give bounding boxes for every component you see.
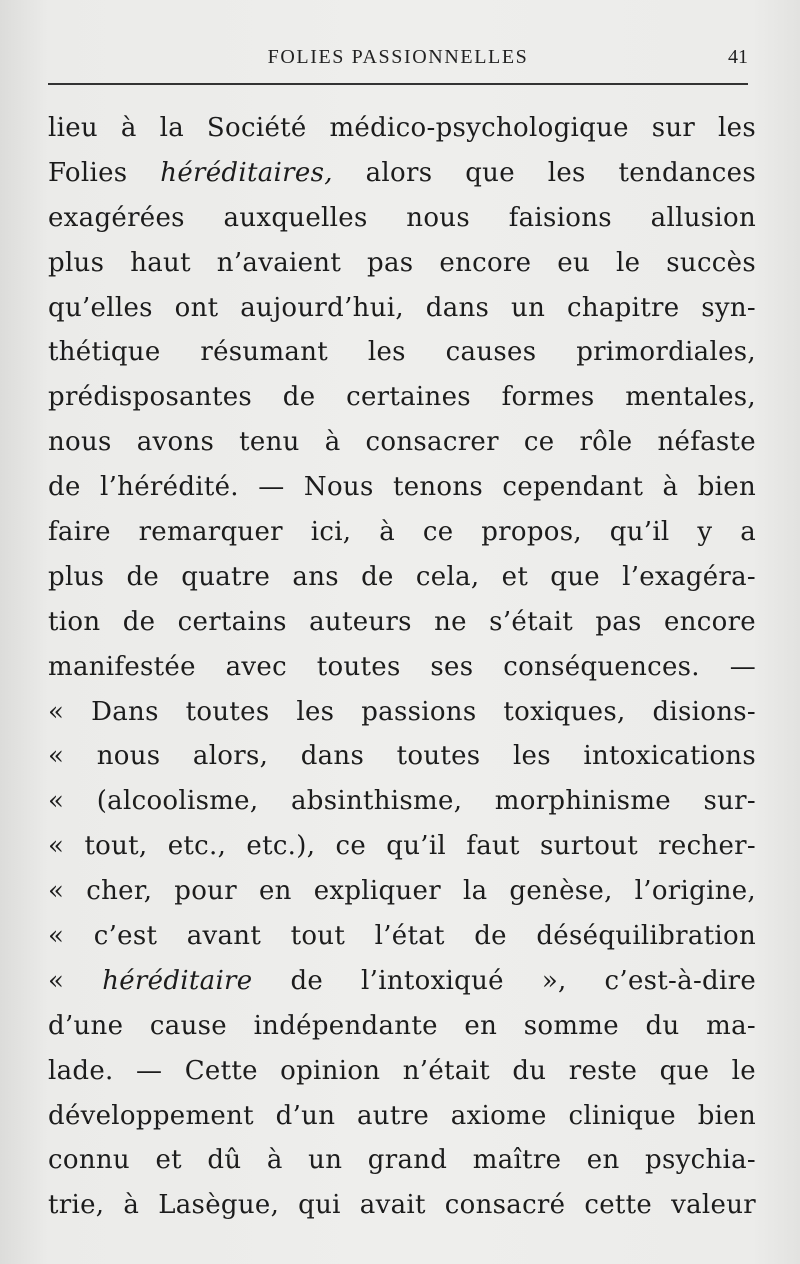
text-line: d’une cause indépendante en somme du ma- (48, 1010, 756, 1041)
text-line: plus de quatre ans de cela, et que l’exagéra- (48, 561, 756, 592)
text-line: qu’elles ont aujourd’hui, dans un chapitre syn- (48, 292, 756, 323)
text-line: de l’hérédité. — Nous tenons cependant à bien (48, 472, 756, 503)
text-line: prédisposantes de certaines formes mentales, (48, 382, 756, 413)
text-line: « tout, etc., etc.), ce qu’il faut surtout recher- (48, 831, 756, 862)
text-line: « cher, pour en expliquer la genèse, l’origine, (48, 876, 756, 907)
text-line: « nous alors, dans toutes les intoxications (48, 741, 756, 772)
text-line: « héréditaire de l’intoxiqué », c’est-à-dire (48, 965, 757, 996)
text-line: lieu à la Société médico-psychologique sur les (48, 113, 756, 143)
text-line: faire remarquer ici, à ce propos, qu’il y a (48, 517, 756, 548)
text-line: « c’est avant tout l’état de déséquilibration (48, 921, 756, 952)
text-line: exagérées auxquelles nous faisions allusion (48, 202, 756, 233)
italic-term: héréditaires, (160, 157, 333, 188)
text-line: « (alcoolisme, absinthisme, morphinisme sur- (48, 786, 756, 817)
page-number: 41 (728, 46, 748, 68)
text-line: tion de certains auteurs ne s’était pas encore (48, 606, 756, 637)
text-line: développement d’un autre axiome clinique bien (48, 1100, 756, 1131)
text-line: connu et dû à un grand maître en psychia- (48, 1145, 756, 1176)
text-line: « Dans toutes les passions toxiques, disions- (48, 696, 756, 727)
text-line: lade. — Cette opinion n’était du reste que le (48, 1055, 756, 1086)
text-line: trie, à Lasègue, qui avait consacré cette valeur (48, 1190, 756, 1221)
body-text (48, 106, 756, 1228)
text-line: thétique résumant les causes primordiales, (48, 337, 756, 368)
running-title: FOLIES PASSIONNELLES (267, 46, 529, 68)
text-line: Folies héréditaires, alors que les tendances (48, 157, 756, 188)
text-line: manifestée avec toutes ses conséquences. — (48, 651, 756, 682)
text-line: nous avons tenu à consacrer ce rôle néfaste (48, 427, 756, 458)
italic-term: héréditaire (102, 965, 253, 996)
header-rule (48, 83, 748, 85)
text-line: plus haut n’avaient pas encore eu le succès (48, 247, 756, 278)
running-head (48, 42, 748, 82)
